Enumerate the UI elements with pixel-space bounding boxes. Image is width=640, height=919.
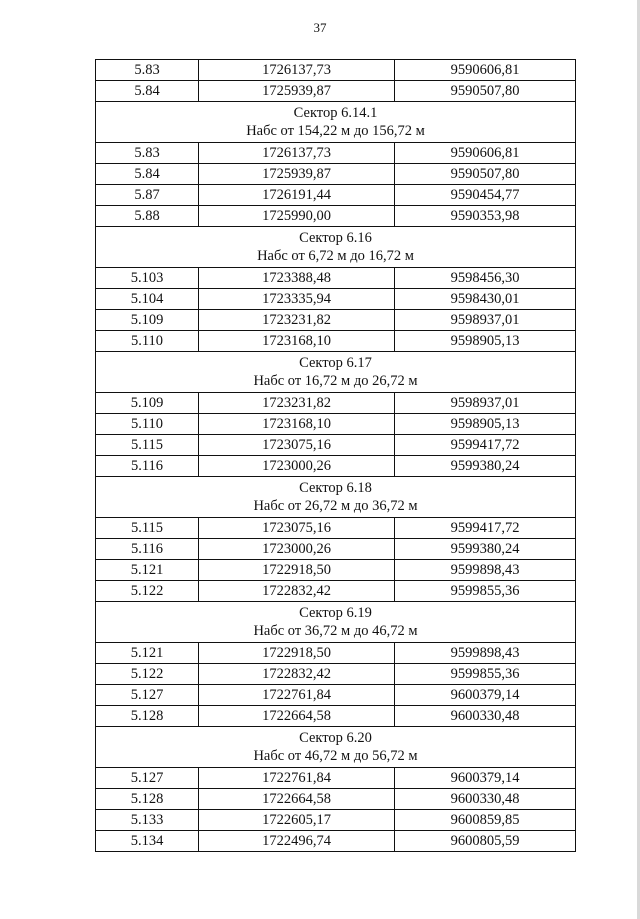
table-row	[96, 435, 576, 456]
sector-header	[96, 602, 576, 643]
sector-title: Сектор 6.14.1	[293, 105, 378, 121]
x-coordinate-cell: 1722605,17	[199, 810, 395, 831]
table-row	[96, 789, 576, 810]
sector-header-row	[96, 602, 576, 643]
point-cell: 5.83	[96, 143, 199, 164]
table-row	[96, 539, 576, 560]
point-cell: 5.110	[96, 331, 199, 352]
x-coordinate-cell: 1723231,82	[199, 310, 395, 331]
point-cell: 5.116	[96, 539, 199, 560]
y-coordinate-cell: 9590507,80	[395, 164, 576, 185]
y-coordinate-cell: 9598430,01	[395, 289, 576, 310]
point-cell: 5.127	[96, 685, 199, 706]
y-coordinate-cell: 9599898,43	[395, 643, 576, 664]
sector-height-range: Набс от 26,72 м до 36,72 м	[253, 498, 418, 514]
x-coordinate-cell: 1722832,42	[199, 581, 395, 602]
table-row	[96, 310, 576, 331]
y-coordinate-cell: 9598456,30	[395, 268, 576, 289]
table-row	[96, 60, 576, 81]
y-coordinate-cell: 9590353,98	[395, 206, 576, 227]
point-cell: 5.121	[96, 643, 199, 664]
table-row	[96, 289, 576, 310]
point-cell: 5.127	[96, 768, 199, 789]
point-cell: 5.87	[96, 185, 199, 206]
table-row	[96, 81, 576, 102]
x-coordinate-cell: 1722664,58	[199, 789, 395, 810]
table-row	[96, 414, 576, 435]
table-row	[96, 393, 576, 414]
y-coordinate-cell: 9598905,13	[395, 414, 576, 435]
table-row	[96, 518, 576, 539]
x-coordinate-cell: 1723000,26	[199, 456, 395, 477]
page-number: 37	[313, 20, 327, 35]
sector-height-range: Набс от 36,72 м до 46,72 м	[253, 623, 418, 639]
table-row	[96, 560, 576, 581]
point-cell: 5.133	[96, 810, 199, 831]
x-coordinate-cell: 1723168,10	[199, 331, 395, 352]
x-coordinate-cell: 1726137,73	[199, 143, 395, 164]
point-cell: 5.109	[96, 310, 199, 331]
table-row	[96, 768, 576, 789]
y-coordinate-cell: 9590507,80	[395, 81, 576, 102]
point-cell: 5.128	[96, 706, 199, 727]
table-row	[96, 206, 576, 227]
sector-height-range: Набс от 154,22 м до 156,72 м	[246, 123, 425, 139]
sector-header	[96, 352, 576, 393]
point-cell: 5.128	[96, 789, 199, 810]
y-coordinate-cell: 9590606,81	[395, 60, 576, 81]
point-cell: 5.84	[96, 81, 199, 102]
sector-header-row	[96, 227, 576, 268]
y-coordinate-cell: 9599380,24	[395, 539, 576, 560]
point-cell: 5.88	[96, 206, 199, 227]
x-coordinate-cell: 1722761,84	[199, 768, 395, 789]
table-row	[96, 810, 576, 831]
table-row	[96, 831, 576, 852]
point-cell: 5.115	[96, 435, 199, 456]
y-coordinate-cell: 9598937,01	[395, 393, 576, 414]
point-cell: 5.103	[96, 268, 199, 289]
point-cell: 5.122	[96, 581, 199, 602]
y-coordinate-cell: 9600379,14	[395, 768, 576, 789]
x-coordinate-cell: 1725990,00	[199, 206, 395, 227]
sector-title: Сектор 6.17	[299, 355, 372, 371]
y-coordinate-cell: 9599855,36	[395, 664, 576, 685]
point-cell: 5.116	[96, 456, 199, 477]
point-cell: 5.115	[96, 518, 199, 539]
y-coordinate-cell: 9600859,85	[395, 810, 576, 831]
sector-height-range: Набс от 16,72 м до 26,72 м	[253, 373, 418, 389]
y-coordinate-cell: 9600330,48	[395, 706, 576, 727]
sector-height-range: Набс от 6,72 м до 16,72 м	[257, 248, 414, 264]
x-coordinate-cell: 1725939,87	[199, 81, 395, 102]
x-coordinate-cell: 1725939,87	[199, 164, 395, 185]
point-cell: 5.122	[96, 664, 199, 685]
table-row	[96, 643, 576, 664]
sector-header-row	[96, 727, 576, 768]
y-coordinate-cell: 9599855,36	[395, 581, 576, 602]
y-coordinate-cell: 9600379,14	[395, 685, 576, 706]
sector-header-row	[96, 477, 576, 518]
sector-header	[96, 727, 576, 768]
table-row	[96, 706, 576, 727]
x-coordinate-cell: 1726191,44	[199, 185, 395, 206]
x-coordinate-cell: 1722832,42	[199, 664, 395, 685]
point-cell: 5.121	[96, 560, 199, 581]
coordinates-table-body	[96, 60, 576, 852]
table-row	[96, 164, 576, 185]
point-cell: 5.84	[96, 164, 199, 185]
point-cell: 5.134	[96, 831, 199, 852]
x-coordinate-cell: 1723075,16	[199, 435, 395, 456]
point-cell: 5.104	[96, 289, 199, 310]
x-coordinate-cell: 1722761,84	[199, 685, 395, 706]
y-coordinate-cell: 9599417,72	[395, 518, 576, 539]
y-coordinate-cell: 9599380,24	[395, 456, 576, 477]
x-coordinate-cell: 1723231,82	[199, 393, 395, 414]
x-coordinate-cell: 1723000,26	[199, 539, 395, 560]
sector-header	[96, 102, 576, 143]
x-coordinate-cell: 1722918,50	[199, 643, 395, 664]
y-coordinate-cell: 9598937,01	[395, 310, 576, 331]
table-row	[96, 456, 576, 477]
sector-header-row	[96, 102, 576, 143]
x-coordinate-cell: 1722918,50	[199, 560, 395, 581]
y-coordinate-cell: 9590454,77	[395, 185, 576, 206]
y-coordinate-cell: 9599898,43	[395, 560, 576, 581]
x-coordinate-cell: 1723168,10	[199, 414, 395, 435]
sector-title: Сектор 6.19	[299, 605, 372, 621]
x-coordinate-cell: 1723335,94	[199, 289, 395, 310]
sector-title: Сектор 6.16	[299, 230, 372, 246]
sector-header	[96, 227, 576, 268]
x-coordinate-cell: 1722664,58	[199, 706, 395, 727]
y-coordinate-cell: 9598905,13	[395, 331, 576, 352]
x-coordinate-cell: 1723075,16	[199, 518, 395, 539]
y-coordinate-cell: 9590606,81	[395, 143, 576, 164]
y-coordinate-cell: 9600330,48	[395, 789, 576, 810]
y-coordinate-cell: 9600805,59	[395, 831, 576, 852]
table-row	[96, 581, 576, 602]
coordinates-table	[95, 59, 576, 852]
sector-height-range: Набс от 46,72 м до 56,72 м	[253, 748, 418, 764]
table-row	[96, 685, 576, 706]
x-coordinate-cell: 1723388,48	[199, 268, 395, 289]
table-row	[96, 185, 576, 206]
sector-header	[96, 477, 576, 518]
x-coordinate-cell: 1726137,73	[199, 60, 395, 81]
point-cell: 5.109	[96, 393, 199, 414]
table-row	[96, 268, 576, 289]
sector-title: Сектор 6.20	[299, 730, 372, 746]
table-row	[96, 331, 576, 352]
y-coordinate-cell: 9599417,72	[395, 435, 576, 456]
point-cell: 5.110	[96, 414, 199, 435]
point-cell: 5.83	[96, 60, 199, 81]
sector-title: Сектор 6.18	[299, 480, 372, 496]
table-row	[96, 143, 576, 164]
x-coordinate-cell: 1722496,74	[199, 831, 395, 852]
table-row	[96, 664, 576, 685]
sector-header-row	[96, 352, 576, 393]
